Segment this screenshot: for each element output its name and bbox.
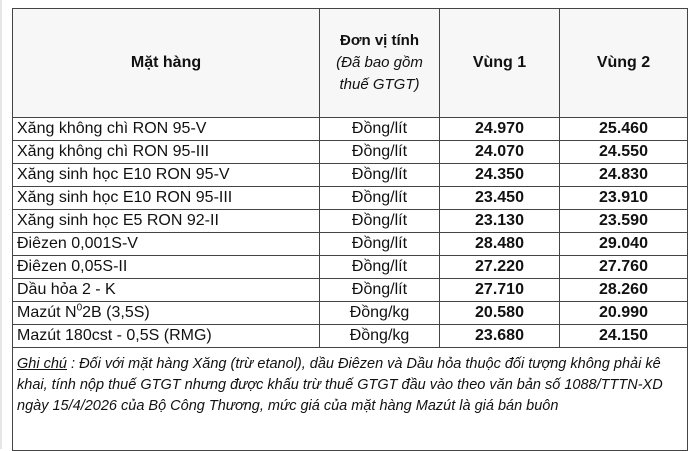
row-zone2: 27.760 bbox=[560, 256, 688, 279]
row-unit: Đồng/lít bbox=[320, 164, 440, 187]
row-zone2: 23.910 bbox=[560, 187, 688, 210]
row-zone1: 24.350 bbox=[440, 164, 560, 187]
row-name: Mazút 180cst - 0,5S (RMG) bbox=[13, 325, 320, 348]
row-zone1: 23.680 bbox=[440, 325, 560, 348]
row-unit: Đồng/lít bbox=[320, 141, 440, 164]
row-zone2: 20.990 bbox=[560, 302, 688, 325]
row-zone1: 24.970 bbox=[440, 118, 560, 141]
row-zone2: 28.260 bbox=[560, 279, 688, 302]
row-name-sup: 0 bbox=[76, 302, 83, 314]
row-unit: Đồng/kg bbox=[320, 302, 440, 325]
row-unit: Đồng/kg bbox=[320, 325, 440, 348]
row-zone2: 24.150 bbox=[560, 325, 688, 348]
row-name: Xăng sinh học E5 RON 92-II bbox=[13, 210, 320, 233]
table-row bbox=[13, 325, 688, 348]
row-name-pre: Mazút N bbox=[17, 304, 77, 321]
table-row bbox=[13, 187, 688, 210]
row-name: Điêzen 0,05S-II bbox=[13, 256, 320, 279]
row-name: Dầu hỏa 2 - K bbox=[13, 279, 320, 302]
row-unit: Đồng/lít bbox=[320, 279, 440, 302]
header-zone2: Vùng 2 bbox=[560, 9, 688, 118]
row-zone1: 24.070 bbox=[440, 141, 560, 164]
table-row bbox=[13, 210, 688, 233]
note-cell bbox=[13, 348, 688, 451]
row-unit: Đồng/lít bbox=[320, 187, 440, 210]
row-zone2: 24.550 bbox=[560, 141, 688, 164]
table-row bbox=[13, 164, 688, 187]
table-row bbox=[13, 118, 688, 141]
table-row bbox=[13, 233, 688, 256]
table-row bbox=[13, 256, 688, 279]
row-name: Xăng sinh học E10 RON 95-V bbox=[13, 164, 320, 187]
row-name-post: 2B (3,5S) bbox=[82, 304, 150, 321]
row-zone1: 28.480 bbox=[440, 233, 560, 256]
row-unit: Đồng/lít bbox=[320, 118, 440, 141]
table-row bbox=[13, 302, 688, 325]
note-row bbox=[13, 348, 688, 451]
header-unit bbox=[320, 9, 440, 118]
note-label: Ghi chú bbox=[17, 356, 67, 372]
row-zone2: 25.460 bbox=[560, 118, 688, 141]
row-zone1: 27.710 bbox=[440, 279, 560, 302]
row-name: Xăng sinh học E10 RON 95-III bbox=[13, 187, 320, 210]
header-zone1: Vùng 1 bbox=[440, 9, 560, 118]
header-row bbox=[13, 9, 688, 118]
row-name bbox=[13, 302, 320, 325]
header-item: Mặt hàng bbox=[13, 9, 320, 118]
row-zone2: 23.590 bbox=[560, 210, 688, 233]
row-name: Xăng không chì RON 95-V bbox=[13, 118, 320, 141]
row-unit: Đồng/lít bbox=[320, 210, 440, 233]
row-zone1: 27.220 bbox=[440, 256, 560, 279]
row-zone1: 23.450 bbox=[440, 187, 560, 210]
header-unit-sub: (Đã bao gồm thuế GTGT) bbox=[336, 54, 423, 93]
row-zone1: 23.130 bbox=[440, 210, 560, 233]
header-unit-title: Đơn vị tính bbox=[340, 32, 419, 49]
row-zone2: 29.040 bbox=[560, 233, 688, 256]
fuel-price-table bbox=[12, 8, 688, 451]
row-name: Điêzen 0,001S-V bbox=[13, 233, 320, 256]
row-unit: Đồng/lít bbox=[320, 233, 440, 256]
note-text: : Đối với mặt hàng Xăng (trừ etanol), dầu Điêzen và Dầu hỏa thuộc đối tượng không phải kê khai, tính nộp thuế GTGT nhưng được khấu trừ thuế GTGT đầu vào theo văn bản số 1088/TTTN-XD ngày 15/4/2026 của Bộ Công Thương, mức giá của mặt hàng Mazút là giá bán buôn bbox=[17, 356, 663, 414]
row-zone2: 24.830 bbox=[560, 164, 688, 187]
row-name: Xăng không chì RON 95-III bbox=[13, 141, 320, 164]
table-row bbox=[13, 141, 688, 164]
row-zone1: 20.580 bbox=[440, 302, 560, 325]
table-row bbox=[13, 279, 688, 302]
row-unit: Đồng/lít bbox=[320, 256, 440, 279]
page-edge bbox=[0, 0, 2, 449]
